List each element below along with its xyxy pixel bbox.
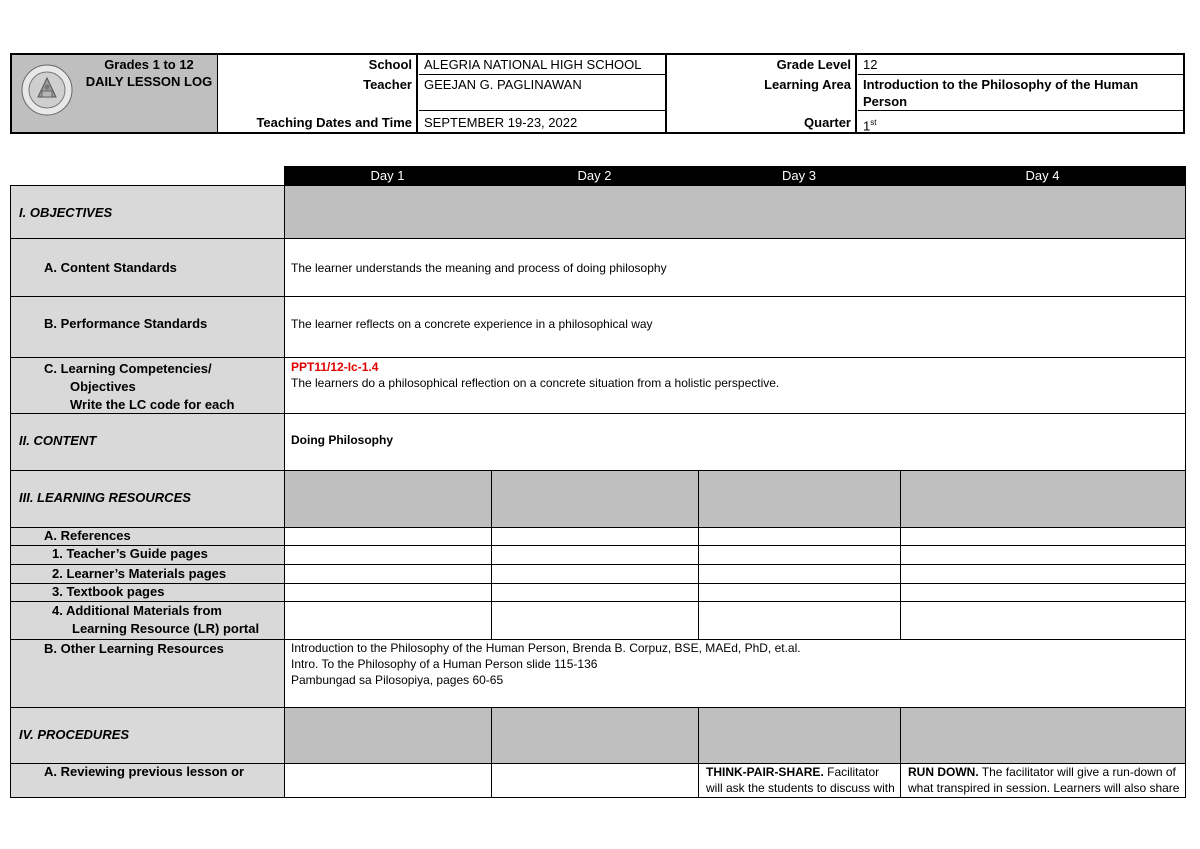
area-value-line2: Person <box>863 94 908 109</box>
other-resources-label: B. Other Learning Resources <box>44 641 224 656</box>
hdr-divider <box>416 55 418 132</box>
log-title-line2: DAILY LESSON LOG <box>85 74 213 89</box>
hdr-divider <box>665 55 667 132</box>
additional-materials-label <box>52 602 282 638</box>
log-title-line1: Grades 1 to 12 <box>104 57 194 72</box>
grid-rule <box>1185 166 1186 798</box>
teacher-value: GEEJAN G. PAGLINAWAN <box>424 77 582 92</box>
grade-value: 12 <box>863 57 878 72</box>
deped-seal-icon <box>21 64 73 116</box>
objectives-title: I. OBJECTIVES <box>19 205 113 220</box>
references-label: A. References <box>44 528 131 543</box>
grid-rule <box>10 357 1186 358</box>
grid-rule <box>698 470 699 640</box>
resources-fill <box>284 471 1185 527</box>
other-resources-line1: Introduction to the Philosophy of the Human Person, Brenda B. Corpuz, BSE, MAEd, PhD, et.al. <box>291 641 801 655</box>
day-header-4: Day 4 <box>1025 168 1060 183</box>
content-standards-value: The learner understands the meaning and process of doing philosophy <box>291 261 667 275</box>
hdr-divider <box>855 55 857 132</box>
procedures-fill <box>284 707 1185 763</box>
hdr-rule <box>858 110 1183 111</box>
area-value-line1: Introduction to the Philosophy of the Human <box>863 77 1139 92</box>
grid-rule <box>10 185 284 186</box>
grid-rule <box>491 470 492 640</box>
objectives-fill <box>284 186 1185 238</box>
area-label: Learning Area <box>764 77 851 92</box>
additional-materials-line2: Learning Resource (LR) portal <box>72 621 260 636</box>
day3-procedure-heading: THINK-PAIR-SHARE. <box>706 765 824 779</box>
grid-rule <box>10 707 1186 708</box>
day-header-2: Day 2 <box>577 168 612 183</box>
lc-code: PPT11/12-Ic-1.4 <box>291 360 379 374</box>
competencies-label-line1: C. Learning Competencies/ <box>44 361 212 376</box>
day3-procedure <box>706 764 898 796</box>
area-value <box>858 76 1178 110</box>
day4-procedure-lead: The facilitator will give a run-down of <box>978 765 1176 779</box>
hdr-rule <box>858 74 1183 75</box>
competencies-label <box>44 360 282 414</box>
competencies-text: The learners do a philosophical reflection on a concrete situation from a holistic perspective. <box>291 376 780 390</box>
log-title <box>82 56 216 90</box>
other-resources-line3: Pambungad sa Pilosopiya, pages 60-65 <box>291 673 504 687</box>
teacher-label: Teacher <box>363 77 412 92</box>
grid-rule <box>491 707 492 798</box>
school-label: School <box>368 57 412 72</box>
quarter-number: 1 <box>863 118 871 134</box>
quarter-suffix: st <box>870 118 877 127</box>
grid-rule <box>900 470 901 640</box>
grid-rule <box>900 707 901 798</box>
quarter-value <box>858 114 1178 134</box>
competencies-label-line3: Write the LC code for each <box>70 397 235 412</box>
performance-standards-value: The learner reflects on a concrete experience in a philosophical way <box>291 317 653 331</box>
day-header-1: Day 1 <box>370 168 405 183</box>
dates-value: SEPTEMBER 19-23, 2022 <box>424 115 578 130</box>
resources-title: III. LEARNING RESOURCES <box>19 490 191 505</box>
other-resources-line2: Intro. To the Philosophy of a Human Person slide 115-136 <box>291 657 598 671</box>
day-header-3: Day 3 <box>782 168 816 183</box>
dates-label: Teaching Dates and Time <box>256 115 412 130</box>
other-resources-value <box>291 640 1181 688</box>
procedures-title: IV. PROCEDURES <box>19 727 130 742</box>
grid-rule <box>10 296 1186 297</box>
day4-procedure <box>908 764 1183 796</box>
grid-rule <box>698 707 699 798</box>
day3-procedure-line2: will ask the students to discuss with <box>706 781 895 795</box>
performance-standards-label: B. Performance Standards <box>44 316 208 331</box>
grid-rule <box>284 166 285 798</box>
content-value: Doing Philosophy <box>291 433 393 447</box>
textbook-label: 3. Textbook pages <box>52 584 165 599</box>
day4-procedure-heading: RUN DOWN. <box>908 765 979 779</box>
day4-procedure-line2: what transpired in session. Learners will also share <box>908 781 1180 795</box>
competencies-value <box>291 359 1181 391</box>
hdr-rule <box>419 110 665 111</box>
grid-rule <box>10 797 1186 798</box>
hdr-rule <box>419 74 665 75</box>
grid-rule <box>10 470 1186 471</box>
review-lesson-label: A. Reviewing previous lesson or <box>44 764 245 779</box>
learners-materials-label: 2. Learner’s Materials pages <box>52 566 227 581</box>
day3-procedure-lead: Facilitator <box>823 765 880 779</box>
day4-procedure-line1 <box>908 764 1183 780</box>
content-standards-label: A. Content Standards <box>44 260 177 275</box>
quarter-label: Quarter <box>804 115 851 130</box>
grade-label: Grade Level <box>776 57 851 72</box>
school-value: ALEGRIA NATIONAL HIGH SCHOOL <box>424 57 642 72</box>
content-title: II. CONTENT <box>19 433 97 448</box>
day3-procedure-line1 <box>706 764 898 780</box>
additional-materials-line1: 4. Additional Materials from <box>52 603 222 618</box>
teachers-guide-label: 1. Teacher’s Guide pages <box>52 546 208 561</box>
grid-rule <box>10 238 1186 239</box>
competencies-label-line2: Objectives <box>70 379 136 394</box>
